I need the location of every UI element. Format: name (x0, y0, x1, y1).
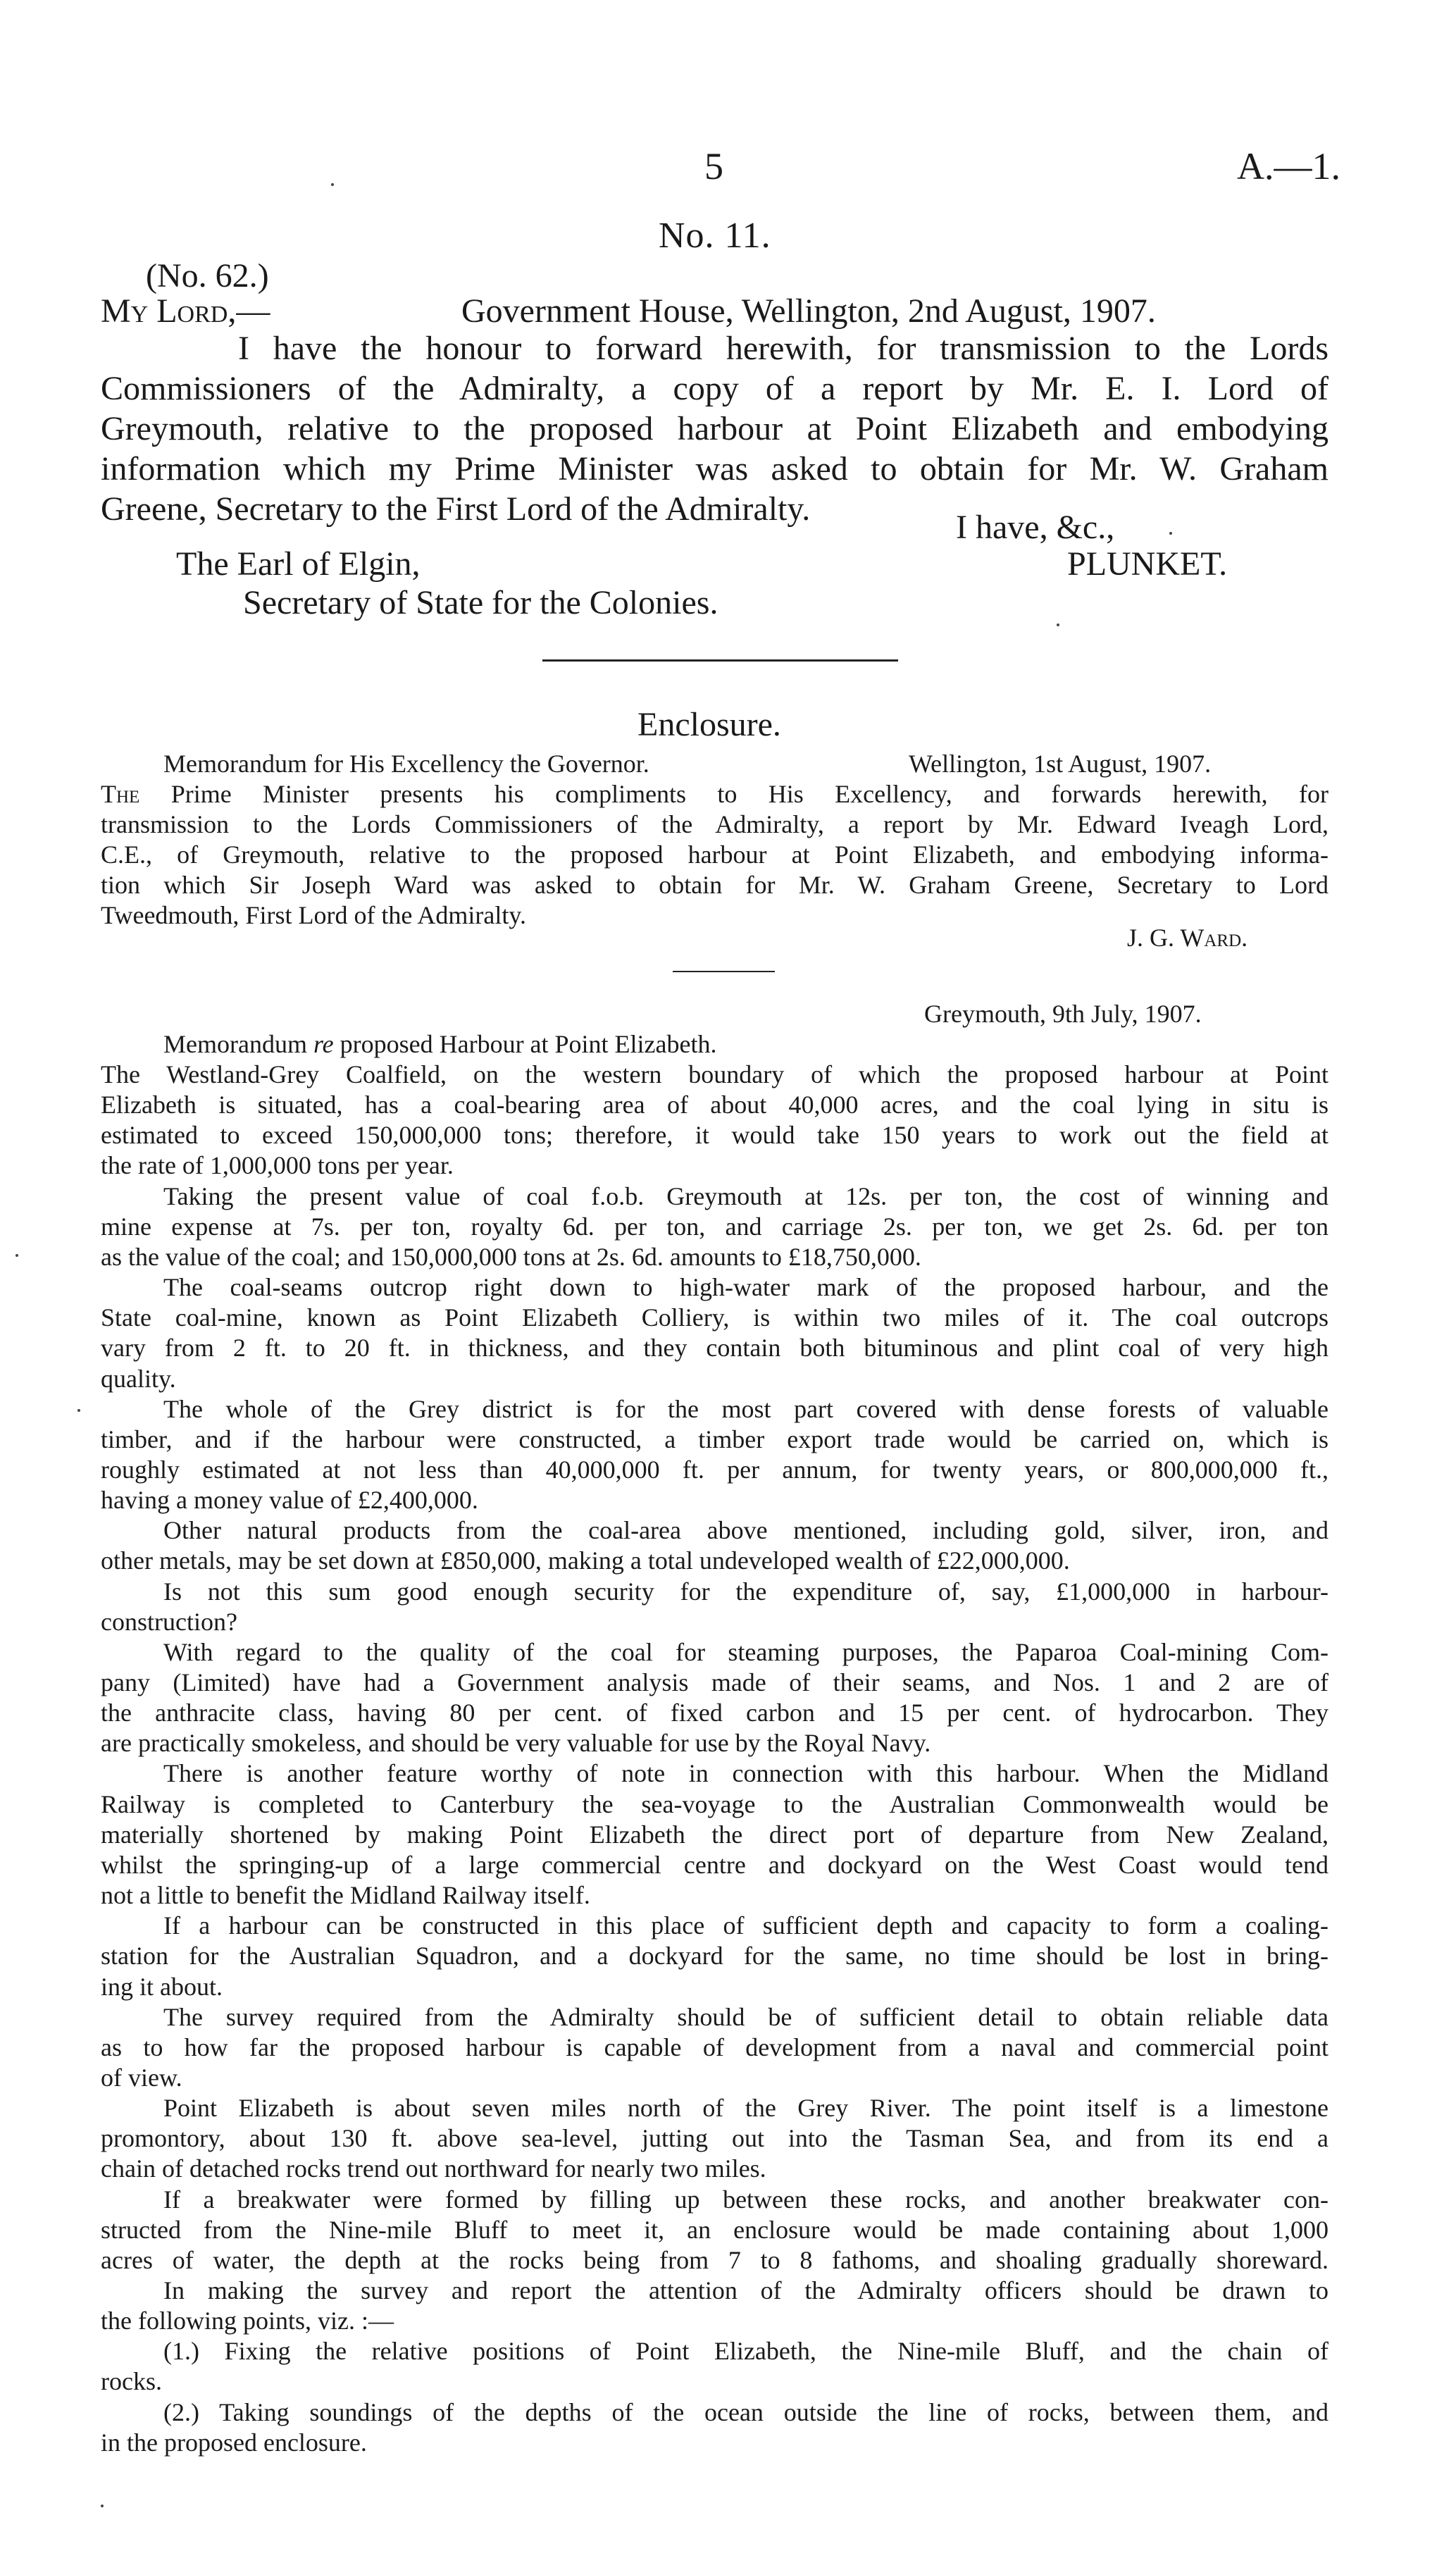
report-line: Is not this sum good enough security for the expenditure of, say, £1,000,000 in harbour- (163, 1577, 1329, 1606)
report-line: ing it about. (101, 1972, 223, 2001)
report-title: Memorandum re proposed Harbour at Point Elizabeth. (163, 1030, 717, 1058)
report-line: In making the survey and report the attention of the Admiralty officers should be drawn to (163, 2276, 1329, 2304)
report-line: the anthracite class, having 80 per cent. of fixed carbon and 15 per cent. of hydrocarbon. They (101, 1699, 1329, 1727)
scan-speck (77, 1409, 80, 1412)
scan-speck (331, 183, 334, 186)
report-line: Point Elizabeth is about seven miles north of the Grey River. The point itself is a limestone (163, 2094, 1329, 2123)
report-line: are practically smokeless, and should be very valuable for use by the Royal Navy. (101, 1729, 931, 1758)
page-number: 5 (704, 145, 723, 187)
place-date: Government House, Wellington, 2nd August, 1907. (461, 292, 1156, 330)
letter-signature: PLUNKET. (1067, 545, 1228, 583)
report-line: having a money value of £2,400,000. (101, 1486, 478, 1515)
report-line: the rate of 1,000,000 tons per year. (101, 1151, 454, 1180)
addressee-title: Secretary of State for the Colonies. (243, 584, 718, 621)
section-divider (673, 971, 775, 972)
report-line: The Westland-Grey Coalfield, on the western boundary of which the proposed harbour at Point (101, 1060, 1329, 1088)
scan-speck (1057, 623, 1059, 626)
despatch-number: (No. 62.) (146, 257, 269, 294)
report-line: Other natural products from the coal-area above mentioned, including gold, silver, iron, and (163, 1516, 1329, 1545)
addressee-name: The Earl of Elgin, (176, 545, 421, 583)
report-line: structed from the Nine-mile Bluff to meet it, an enclosure would be made containing about 1,000 (101, 2215, 1329, 2244)
report-place-date: Greymouth, 9th July, 1907. (924, 1000, 1202, 1028)
scan-speck (101, 2505, 104, 2507)
report-line: If a breakwater were formed by filling up between these rocks, and another breakwater con- (163, 2185, 1329, 2214)
scan-speck (1169, 532, 1172, 535)
enclosure-signature: J. G. Ward. (1127, 924, 1248, 952)
report-line: in the proposed enclosure. (101, 2428, 367, 2457)
report-line: The survey required from the Admiralty should be of sufficient detail to obtain reliable data (163, 2002, 1329, 2031)
report-line: as the value of the coal; and 150,000,000 tons at 2s. 6d. amounts to £18,750,000. (101, 1242, 921, 1271)
memo-place-date: Wellington, 1st August, 1907. (909, 750, 1212, 778)
letter-body-line: information which my Prime Minister was asked to obtain for Mr. W. Graham (101, 450, 1329, 488)
report-line: not a little to benefit the Midland Railway itself. (101, 1881, 590, 1910)
letter-body-line: Greymouth, relative to the proposed harbour at Point Elizabeth and embodying (101, 410, 1329, 447)
enclosure-body-line: tion which Sir Joseph Ward was asked to obtain for Mr. W. Graham Greene, Secretary to Lord (101, 871, 1329, 899)
report-line: (1.) Fixing the relative positions of Point Elizabeth, the Nine-mile Bluff, and the chain of (163, 2337, 1329, 2366)
report-line: acres of water, the depth at the rocks being from 7 to 8 fathoms, and shoaling gradually shoreward. (101, 2245, 1329, 2274)
report-line: chain of detached rocks trend out northward for nearly two miles. (101, 2154, 766, 2183)
report-line: quality. (101, 1364, 176, 1393)
report-line: The whole of the Grey district is for the most part covered with dense forests of valuable (163, 1394, 1329, 1423)
report-line: of view. (101, 2063, 182, 2092)
report-line: materially shortened by making Point Elizabeth the direct port of departure from New Zealand, (101, 1820, 1329, 1849)
memo-title: Memorandum for His Excellency the Governor. (163, 750, 649, 778)
enclosure-body-line: Tweedmouth, First Lord of the Admiralty. (101, 901, 527, 929)
report-line: vary from 2 ft. to 20 ft. in thickness, and they contain both bituminous and plint coal of very high (101, 1334, 1329, 1363)
report-line: construction? (101, 1607, 237, 1636)
document-reference: A.—1. (1237, 145, 1340, 187)
report-line: estimated to exceed 150,000,000 tons; therefore, it would take 150 years to work out the field at (101, 1121, 1329, 1150)
letter-closing: I have, &c., (956, 509, 1115, 546)
report-line: Taking the present value of coal f.o.b. Greymouth at 12s. per ton, the cost of winning and (163, 1181, 1329, 1210)
report-line: Elizabeth is situated, has a coal-bearing area of about 40,000 acres, and the coal lying in situ is (101, 1091, 1329, 1119)
report-line: whilst the springing-up of a large commercial centre and dockyard on the West Coast would tend (101, 1850, 1329, 1879)
report-line: If a harbour can be constructed in this place of sufficient depth and capacity to form a coaling- (163, 1911, 1329, 1940)
letter-number: No. 11. (659, 216, 771, 256)
report-line: State coal-mine, known as Point Elizabeth Colliery, is within two miles of it. The coal outcrops (101, 1303, 1329, 1332)
report-line: pany (Limited) have had a Government analysis made of their seams, and Nos. 1 and 2 are of (101, 1668, 1329, 1696)
section-divider (542, 659, 898, 662)
report-line: roughly estimated at not less than 40,000,000 ft. per annum, for twenty years, or 800,000,000 ft., (101, 1455, 1329, 1484)
report-line: There is another feature worthy of note in connection with this harbour. When the Midland (163, 1759, 1329, 1788)
letter-body-line: I have the honour to forward herewith, for transmission to the Lords (238, 330, 1329, 367)
report-line: other metals, may be set down at £850,000, making a total undeveloped wealth of £22,000,000. (101, 1546, 1070, 1575)
enclosure-body-line: C.E., of Greymouth, relative to the proposed harbour at Point Elizabeth, and embodying informa- (101, 840, 1329, 869)
report-line: promontory, about 130 ft. above sea-level, jutting out into the Tasman Sea, and from its end a (101, 2124, 1329, 2153)
letter-body-line: Commissioners of the Admiralty, a copy of a report by Mr. E. I. Lord of (101, 370, 1329, 407)
report-line: mine expense at 7s. per ton, royalty 6d. per ton, and carriage 2s. per ton, we get 2s. 6d. per ton (101, 1212, 1329, 1241)
report-line: station for the Australian Squadron, and a dockyard for the same, no time should be lost in bring- (101, 1942, 1329, 1971)
report-line: The coal-seams outcrop right down to high-water mark of the proposed harbour, and the (163, 1273, 1329, 1302)
salutation: My Lord,— (101, 292, 270, 330)
scan-speck (15, 1254, 18, 1257)
report-line: Railway is completed to Canterbury the sea-voyage to the Australian Commonwealth would be (101, 1789, 1329, 1818)
report-line: (2.) Taking soundings of the depths of the ocean outside the line of rocks, between them, and (163, 2397, 1329, 2426)
enclosure-body-line: The Prime Minister presents his compliments to His Excellency, and forwards herewith, for (101, 780, 1329, 808)
report-line: timber, and if the harbour were constructed, a timber export trade would be carried on, which is (101, 1425, 1329, 1453)
report-line: as to how far the proposed harbour is capable of development from a naval and commercial point (101, 2033, 1329, 2061)
report-line: rocks. (101, 2367, 162, 2396)
report-line: With regard to the quality of the coal for steaming purposes, the Paparoa Coal-mining Com- (163, 1637, 1329, 1666)
enclosure-heading: Enclosure. (637, 706, 781, 743)
first-word: The (101, 780, 140, 808)
report-line: the following points, viz. :— (101, 2307, 394, 2335)
letter-body-line: Greene, Secretary to the First Lord of the Admiralty. (101, 490, 811, 528)
enclosure-body-line: transmission to the Lords Commissioners of the Admiralty, a report by Mr. Edward Iveagh Lord, (101, 810, 1329, 838)
